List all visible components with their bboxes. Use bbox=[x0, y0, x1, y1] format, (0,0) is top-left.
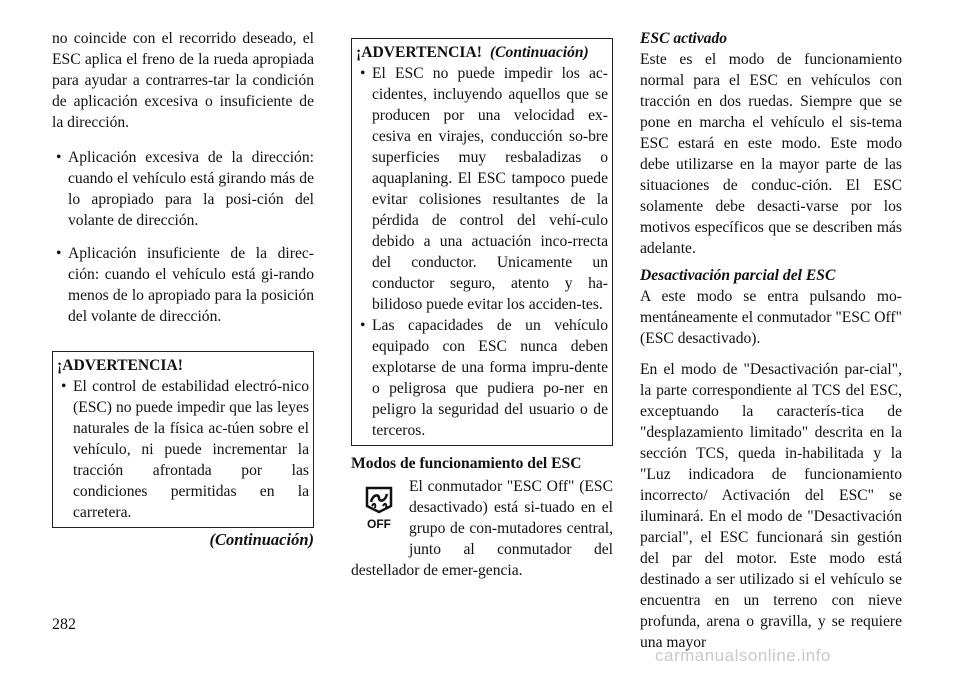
esc-switch-paragraph bbox=[351, 476, 613, 581]
esc-off-icon-graphic bbox=[359, 484, 399, 532]
esc-on-heading: ESC activado bbox=[640, 30, 728, 47]
column-middle bbox=[351, 28, 613, 581]
partial-off-paragraph-2: En el modo de "Desactivación par-cial", la parte correspondiente al TCS del ESC, exceptuando la caracterís-tica de "desplazamiento limitado" descrita en la sección TCS, queda in-habilitada y la "Luz indicadora de funcionamiento incorrecto/ Activación del ESC" se iluminará. En el modo de "Desactivación parcial", el ESC funcionará sin gestión del par del motor. Este modo está destinado a ser utilizado si el vehículo se encuentra en un terreno con nieve profunda, arena o gravilla, y se requiere una mayor bbox=[640, 361, 902, 651]
intro-paragraph: no coincide con el recorrido deseado, el ESC aplica el freno de la rueda apropiada para ayudar a contrarres-tar la condición de aplicación excesiva o insuficiente de la dirección. bbox=[52, 30, 314, 131]
bullet-text: • Las capacidades de un vehículo equipado con ESC nunca deben explotarse de una forma impru-dente o peligrosa que pudiera po-ner en peligro la seguridad del usuario o de terceros. bbox=[372, 317, 608, 439]
warning-bullet bbox=[356, 63, 608, 315]
warning-header bbox=[356, 42, 608, 63]
watermark: carmanualsonline.info bbox=[655, 646, 831, 665]
column-left bbox=[52, 28, 314, 550]
icon-off-label: OFF bbox=[367, 517, 391, 531]
warning-bullet bbox=[57, 376, 309, 523]
bullet-text: • Aplicación insuficiente de la direc-ción: cuando el vehículo está gi-rando menos de lo apropiado para la posición del volante de dirección. bbox=[68, 245, 314, 325]
warning-bullet bbox=[356, 315, 608, 441]
bullet-text: • El control de estabilidad electró-nico (ESC) no puede impedir que las leyes naturales de la física ac-túen sobre el vehículo, ni puede incrementar la tracción afrontada por las condiciones permitidas en la carretera. bbox=[73, 378, 309, 521]
continuation-label: (Continuación) bbox=[209, 530, 314, 549]
warning-title: ¡ADVERTENCIA! bbox=[356, 44, 482, 61]
esc-off-icon bbox=[351, 476, 409, 540]
partial-off-paragraph-1: A este modo se entra pulsando mo-mentáneamente el conmutador "ESC Off" (ESC desactivado). bbox=[640, 288, 902, 347]
warning-title: ¡ADVERTENCIA! bbox=[57, 357, 183, 374]
bullet-understeer bbox=[52, 243, 314, 327]
bullet-text: • El ESC no puede impedir los ac-cidentes, incluyendo aquellos que se producen por una velocidad ex-cesiva en virajes, conducción so-bre superficies muy resbaladizas o aquaplaning. El ESC tampoco puede evitar colisiones resultantes de la pérdida de control del vehí-culo debido a una actuación inco-rrecta del conductor. Unicamente un conductor seguro, atento y ha-bilidoso puede evitar los acciden-tes. bbox=[372, 65, 608, 313]
esc-switch-text: El conmutador "ESC Off" (ESC desactivado) está si-tuado en el grupo de con-mutadores central, junto al conmutador del destellador de emer-gencia. bbox=[351, 478, 613, 579]
warning-continuation: (Continuación) bbox=[489, 44, 589, 61]
warning-box-continued bbox=[351, 38, 613, 446]
esc-on-paragraph: Este es el modo de funcionamiento normal para el ESC en vehículos con tracción en dos ruedas. Siempre que se pone en marcha el vehículo el sis-tema ESC estará en este modo. Este modo debe utilizarse en la mayor parte de las situaciones de conduc-ción. El ESC solamente debe desacti-varse por los motivos específicos que se describen más adelante. bbox=[640, 51, 902, 257]
column-right bbox=[640, 28, 902, 667]
bullet-oversteer bbox=[52, 147, 314, 231]
warning-box bbox=[52, 351, 314, 528]
page-number: 282 bbox=[52, 616, 76, 633]
section-heading: Modos de funcionamiento del ESC bbox=[351, 455, 582, 472]
partial-off-heading: Desactivación parcial del ESC bbox=[640, 267, 836, 284]
bullet-text: • Aplicación excesiva de la dirección: cuando el vehículo está girando más de lo apropiado para la posi-ción del volante de dirección. bbox=[68, 149, 314, 229]
